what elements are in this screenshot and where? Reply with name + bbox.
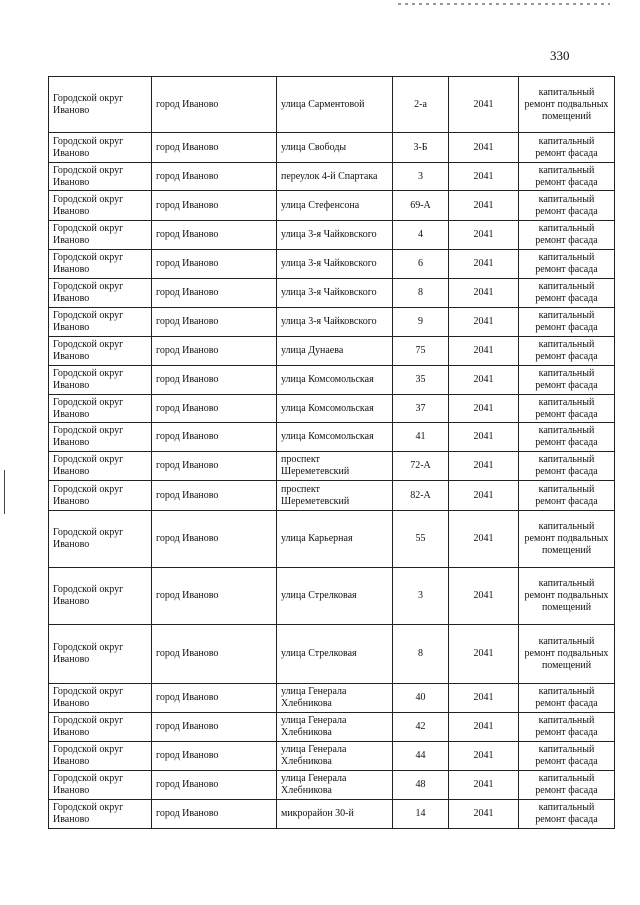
year-cell: 2041 — [449, 684, 519, 713]
district-cell: Городской округ Иваново — [49, 684, 152, 713]
house-cell: 2-а — [393, 77, 449, 133]
district-cell: Городской округ Иваново — [49, 337, 152, 366]
year-cell: 2041 — [449, 800, 519, 829]
street-cell: проспект Шереметевский — [277, 481, 393, 511]
city-cell: город Иваново — [152, 337, 277, 366]
district-cell: Городской округ Иваново — [49, 452, 152, 481]
street-cell: улица Стефенсона — [277, 191, 393, 221]
work-cell: капитальный ремонт фасада — [519, 423, 615, 452]
year-cell: 2041 — [449, 221, 519, 250]
city-cell: город Иваново — [152, 625, 277, 684]
district-cell: Городской округ Иваново — [49, 133, 152, 163]
work-cell: капитальный ремонт фасада — [519, 452, 615, 481]
house-cell: 72-А — [393, 452, 449, 481]
street-cell: улица Стрелковая — [277, 625, 393, 684]
registry-table — [48, 76, 615, 829]
scan-artifact — [4, 470, 5, 514]
street-cell: улица 3-я Чайковского — [277, 279, 393, 308]
table-row — [49, 366, 615, 395]
house-cell: 44 — [393, 742, 449, 771]
street-cell: улица 3-я Чайковского — [277, 308, 393, 337]
table-row — [49, 250, 615, 279]
city-cell: город Иваново — [152, 191, 277, 221]
street-cell: улица Дунаева — [277, 337, 393, 366]
table-row — [49, 481, 615, 511]
house-cell: 35 — [393, 366, 449, 395]
city-cell: город Иваново — [152, 568, 277, 625]
work-cell: капитальный ремонт фасада — [519, 191, 615, 221]
house-cell: 48 — [393, 771, 449, 800]
house-cell: 82-А — [393, 481, 449, 511]
house-cell: 14 — [393, 800, 449, 829]
table-row — [49, 133, 615, 163]
city-cell: город Иваново — [152, 684, 277, 713]
year-cell: 2041 — [449, 423, 519, 452]
street-cell: улица Генерала Хлебникова — [277, 742, 393, 771]
table-row — [49, 625, 615, 684]
city-cell: город Иваново — [152, 742, 277, 771]
table-row — [49, 713, 615, 742]
city-cell: город Иваново — [152, 511, 277, 568]
city-cell: город Иваново — [152, 366, 277, 395]
district-cell: Городской округ Иваново — [49, 366, 152, 395]
year-cell: 2041 — [449, 163, 519, 191]
house-cell: 40 — [393, 684, 449, 713]
work-cell: капитальный ремонт фасада — [519, 800, 615, 829]
city-cell: город Иваново — [152, 279, 277, 308]
year-cell: 2041 — [449, 625, 519, 684]
table-body — [49, 77, 615, 829]
table-row — [49, 395, 615, 423]
house-cell: 69-А — [393, 191, 449, 221]
table-row — [49, 452, 615, 481]
year-cell: 2041 — [449, 366, 519, 395]
table-row — [49, 221, 615, 250]
table-row — [49, 800, 615, 829]
house-cell: 4 — [393, 221, 449, 250]
table-row — [49, 191, 615, 221]
work-cell: капитальный ремонт фасада — [519, 163, 615, 191]
table-row — [49, 771, 615, 800]
district-cell: Городской округ Иваново — [49, 481, 152, 511]
city-cell: город Иваново — [152, 481, 277, 511]
city-cell: город Иваново — [152, 423, 277, 452]
table-row — [49, 742, 615, 771]
house-cell: 42 — [393, 713, 449, 742]
district-cell: Городской округ Иваново — [49, 742, 152, 771]
table-row — [49, 163, 615, 191]
city-cell: город Иваново — [152, 308, 277, 337]
table-row — [49, 684, 615, 713]
house-cell: 55 — [393, 511, 449, 568]
table-row — [49, 511, 615, 568]
year-cell: 2041 — [449, 771, 519, 800]
city-cell: город Иваново — [152, 250, 277, 279]
year-cell: 2041 — [449, 77, 519, 133]
street-cell: переулок 4-й Спартака — [277, 163, 393, 191]
table-row — [49, 77, 615, 133]
year-cell: 2041 — [449, 308, 519, 337]
page-number: 330 — [550, 48, 570, 63]
year-cell: 2041 — [449, 452, 519, 481]
district-cell: Городской округ Иваново — [49, 395, 152, 423]
house-cell: 8 — [393, 625, 449, 684]
scan-artifact — [398, 3, 610, 5]
street-cell: улица Комсомольская — [277, 395, 393, 423]
year-cell: 2041 — [449, 337, 519, 366]
city-cell: город Иваново — [152, 452, 277, 481]
work-cell: капитальный ремонт подвальных помещений — [519, 625, 615, 684]
city-cell: город Иваново — [152, 133, 277, 163]
year-cell: 2041 — [449, 481, 519, 511]
street-cell: улица Стрелковая — [277, 568, 393, 625]
city-cell: город Иваново — [152, 221, 277, 250]
work-cell: капитальный ремонт фасада — [519, 684, 615, 713]
house-cell: 41 — [393, 423, 449, 452]
work-cell: капитальный ремонт фасада — [519, 337, 615, 366]
city-cell: город Иваново — [152, 163, 277, 191]
street-cell: проспект Шереметевский — [277, 452, 393, 481]
district-cell: Городской округ Иваново — [49, 191, 152, 221]
district-cell: Городской округ Иваново — [49, 250, 152, 279]
house-cell: 3 — [393, 163, 449, 191]
year-cell: 2041 — [449, 511, 519, 568]
district-cell: Городской округ Иваново — [49, 568, 152, 625]
house-cell: 37 — [393, 395, 449, 423]
district-cell: Городской округ Иваново — [49, 511, 152, 568]
street-cell: улица 3-я Чайковского — [277, 250, 393, 279]
street-cell: улица Генерала Хлебникова — [277, 684, 393, 713]
city-cell: город Иваново — [152, 395, 277, 423]
work-cell: капитальный ремонт фасада — [519, 279, 615, 308]
district-cell: Городской округ Иваново — [49, 800, 152, 829]
work-cell: капитальный ремонт подвальных помещений — [519, 77, 615, 133]
table-row — [49, 423, 615, 452]
district-cell: Городской округ Иваново — [49, 163, 152, 191]
district-cell: Городской округ Иваново — [49, 713, 152, 742]
table-row — [49, 308, 615, 337]
work-cell: капитальный ремонт фасада — [519, 366, 615, 395]
street-cell: улица Генерала Хлебникова — [277, 771, 393, 800]
district-cell: Городской округ Иваново — [49, 625, 152, 684]
street-cell: улица Сарментовой — [277, 77, 393, 133]
house-cell: 75 — [393, 337, 449, 366]
city-cell: город Иваново — [152, 713, 277, 742]
table-row — [49, 279, 615, 308]
district-cell: Городской округ Иваново — [49, 771, 152, 800]
district-cell: Городской округ Иваново — [49, 77, 152, 133]
year-cell: 2041 — [449, 713, 519, 742]
district-cell: Городской округ Иваново — [49, 279, 152, 308]
district-cell: Городской округ Иваново — [49, 423, 152, 452]
year-cell: 2041 — [449, 568, 519, 625]
year-cell: 2041 — [449, 395, 519, 423]
house-cell: 3 — [393, 568, 449, 625]
house-cell: 8 — [393, 279, 449, 308]
district-cell: Городской округ Иваново — [49, 221, 152, 250]
street-cell: улица Свободы — [277, 133, 393, 163]
house-cell: 9 — [393, 308, 449, 337]
work-cell: капитальный ремонт подвальных помещений — [519, 511, 615, 568]
work-cell: капитальный ремонт фасада — [519, 221, 615, 250]
year-cell: 2041 — [449, 742, 519, 771]
work-cell: капитальный ремонт фасада — [519, 133, 615, 163]
street-cell: улица 3-я Чайковского — [277, 221, 393, 250]
year-cell: 2041 — [449, 250, 519, 279]
work-cell: капитальный ремонт фасада — [519, 308, 615, 337]
city-cell: город Иваново — [152, 800, 277, 829]
table-row — [49, 568, 615, 625]
year-cell: 2041 — [449, 133, 519, 163]
work-cell: капитальный ремонт фасада — [519, 713, 615, 742]
city-cell: город Иваново — [152, 771, 277, 800]
city-cell: город Иваново — [152, 77, 277, 133]
house-cell: 3-Б — [393, 133, 449, 163]
year-cell: 2041 — [449, 191, 519, 221]
table-row — [49, 337, 615, 366]
work-cell: капитальный ремонт подвальных помещений — [519, 568, 615, 625]
year-cell: 2041 — [449, 279, 519, 308]
work-cell: капитальный ремонт фасада — [519, 395, 615, 423]
district-cell: Городской округ Иваново — [49, 308, 152, 337]
street-cell: микрорайон 30-й — [277, 800, 393, 829]
work-cell: капитальный ремонт фасада — [519, 481, 615, 511]
work-cell: капитальный ремонт фасада — [519, 250, 615, 279]
street-cell: улица Генерала Хлебникова — [277, 713, 393, 742]
work-cell: капитальный ремонт фасада — [519, 771, 615, 800]
street-cell: улица Комсомольская — [277, 423, 393, 452]
street-cell: улица Комсомольская — [277, 366, 393, 395]
house-cell: 6 — [393, 250, 449, 279]
street-cell: улица Карьерная — [277, 511, 393, 568]
work-cell: капитальный ремонт фасада — [519, 742, 615, 771]
